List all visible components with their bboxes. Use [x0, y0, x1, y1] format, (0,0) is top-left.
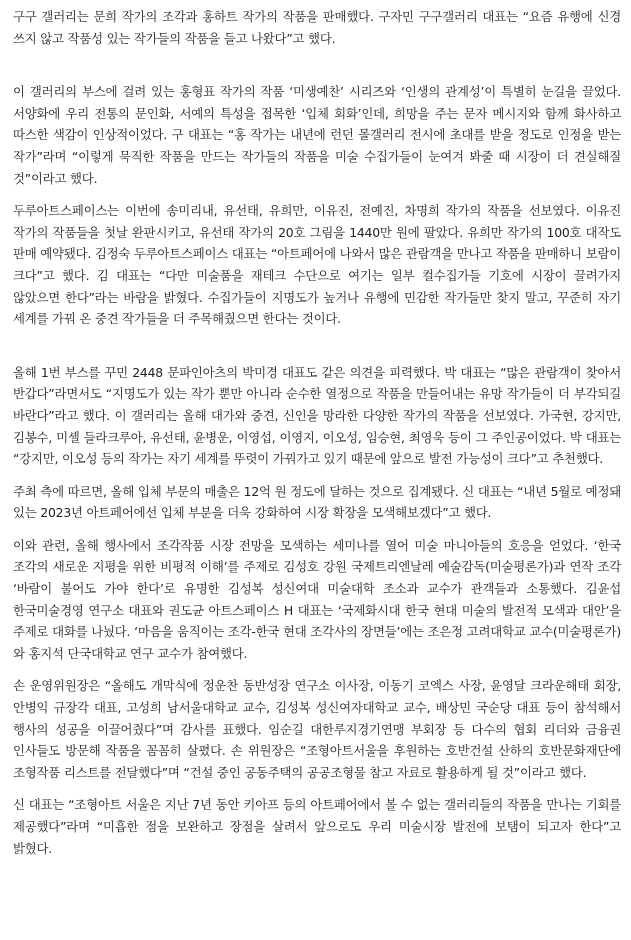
- article-paragraph: 두루아트스페이스는 이번에 송미리내, 유선태, 유희만, 이유진, 전예진, 차명희 작가의 작품을 선보였다. 이유진 작가의 작품들을 첫날 완판시키고, 유선태 작가의 20호 그림을 1440만 원에 팔았다. 유희만 작가의 100호 대작도 판매 예약됐다. 김정숙 두루아트스페이스 대표는 “아트페어에 나와서 많은 관람객을 만나고 작품을 판매하니 보람이 크다”고 했다. 김 대표는 “다만 미술품을 재테크 수단으로 여기는 일부 컬수집가들 기호에 시장이 끌려가지 않았으면 한다”라는 바람을 밝혔다. 수집가들이 지명도가 높거나 유행에 민감한 작가들만 찾지 말고, 꾸준히 자기 세계를 가꿔 온 중견 작가들을 더 주목해줬으면 한다는 것이다.: [13, 203, 621, 327]
- article-paragraph: 이와 관련, 올해 행사에서 조각작품 시장 전망을 모색하는 세미나를 열어 미술 마니아들의 호응을 얻었다. ‘한국 조각의 새로운 지평을 위한 비평적 이해’를 주제로 김성호 강원 국제트리엔날레 예술감독(미술평론가)과 연작 조각 ‘바람이 불어도 가야 한다’로 유명한 김성복 성신여대 미술대학 조소과 교수가 관객들과 소통했다. 김윤섭 한국미술경영 연구소 대표와 권도균 아트스페이스 H 대표는 ‘국제화시대 한국 현대 미술의 발전적 모색과 대안’을 주제로 대화를 나눴다. ‘마음을 움직이는 조각-한국 현대 조각사의 장면들’에는 조은정 고려대학교 교수(미술평론가)와 홍지석 단국대학교 연구 교수가 참여했다.: [13, 537, 621, 661]
- article-paragraph: 이 갤러리의 부스에 걸려 있는 홍형표 작가의 작품 ‘미생예찬’ 시리즈와 ‘인생의 관계성’이 특별히 눈길을 끌었다. 서양화에 우리 전통의 문인화, 서예의 특성을 접목한 ‘입체 회화’인데, 희망을 주는 문자 메시지와 함께 화사하고 따스한 색감이 인상적이었다. 구 대표는 “홍 작가는 내년에 런던 몰갤러리 전시에 초대를 받을 정도로 인정을 받는 작가”라며 “이렇게 묵직한 작품을 만드는 작가들의 작품을 미술 수집가들이 눈여겨 봐줄 때 시장이 더 견실해질 것”이라고 했다.: [13, 84, 621, 186]
- article-paragraph: 손 운영위원장은 “올해도 개막식에 정운찬 동반성장 연구소 이사장, 이동기 코엑스 사장, 윤영달 크라운해태 회장, 안병익 규장각 대표, 고성희 남서울대학교 교수, 김성복 성신여자대학교 교수, 배상민 국순당 대표 등이 참석해서 행사의 성공을 이끌어줬다”며 감사를 표했다. 임순길 대한루지경기연맹 부회장 등 다수의 협회 리더와 금융권 인사들도 방문해 작품을 꼼꼼히 살폈다. 손 위원장은 “조형아트서울을 후원하는 호반건설 산하의 호반문화재단에 조형작품 리스트를 전달했다”며 “건설 중인 공동주택의 공공조형물 참고 자료로 활용하게 될 것”이라고 했다.: [13, 678, 621, 780]
- article-paragraph: 올해 1번 부스를 꾸민 2448 문파인아츠의 박미경 대표도 같은 의견을 피력했다. 박 대표는 “많은 관람객이 찾아서 반갑다”라면서도 “지명도가 있는 작가 뿐만 아니라 순수한 열정으로 작품을 만들어내는 유망 작가들이 더 부각되길 바란다”라고 했다. 이 갤러리는 올해 대가와 중견, 신인을 망라한 다양한 작가의 작품을 선보였다. 가국현, 강지만, 김봉수, 미셸 들라크루아, 유선태, 윤병운, 이영섭, 이영지, 이오성, 임승현, 최영욱 등이 그 주인공이었다. 박 대표는 “강지만, 이오성 등의 작가는 자기 세계를 뚜렷이 가꿔가고 있기 때문에 앞으로 발전 가능성이 크다”고 추천했다.: [13, 364, 621, 467]
- article-paragraph: 구구 갤러리는 문희 작가의 조각과 홍하트 작가의 작품을 판매했다. 구자민 구구갤러리 대표는 “요즘 유행에 신경 쓰지 않고 작품성 있는 작가들의 작품을 들고 나왔다”고 했다.: [13, 9, 621, 46]
- article-paragraph: 신 대표는 “조형아트 서울은 지난 7년 동안 키아프 등의 아트페어에서 볼 수 없는 갤러리들의 작품을 만나는 기회를 제공했다”라며 “미흡한 점을 보완하고 장점을 살려서 앞으로도 우리 미술시장 발전에 보탬이 되고자 한다”고 밝혔다.: [13, 797, 621, 856]
- article-paragraph: 주최 측에 따르면, 올해 입체 부문의 매출은 12억 원 정도에 달하는 것으로 집계됐다. 신 대표는 “내년 5월로 예정돼 있는 2023년 아트페어에선 입체 부분을 더욱 강화하여 시장 확장을 모색해보겠다”고 했다.: [13, 483, 621, 521]
